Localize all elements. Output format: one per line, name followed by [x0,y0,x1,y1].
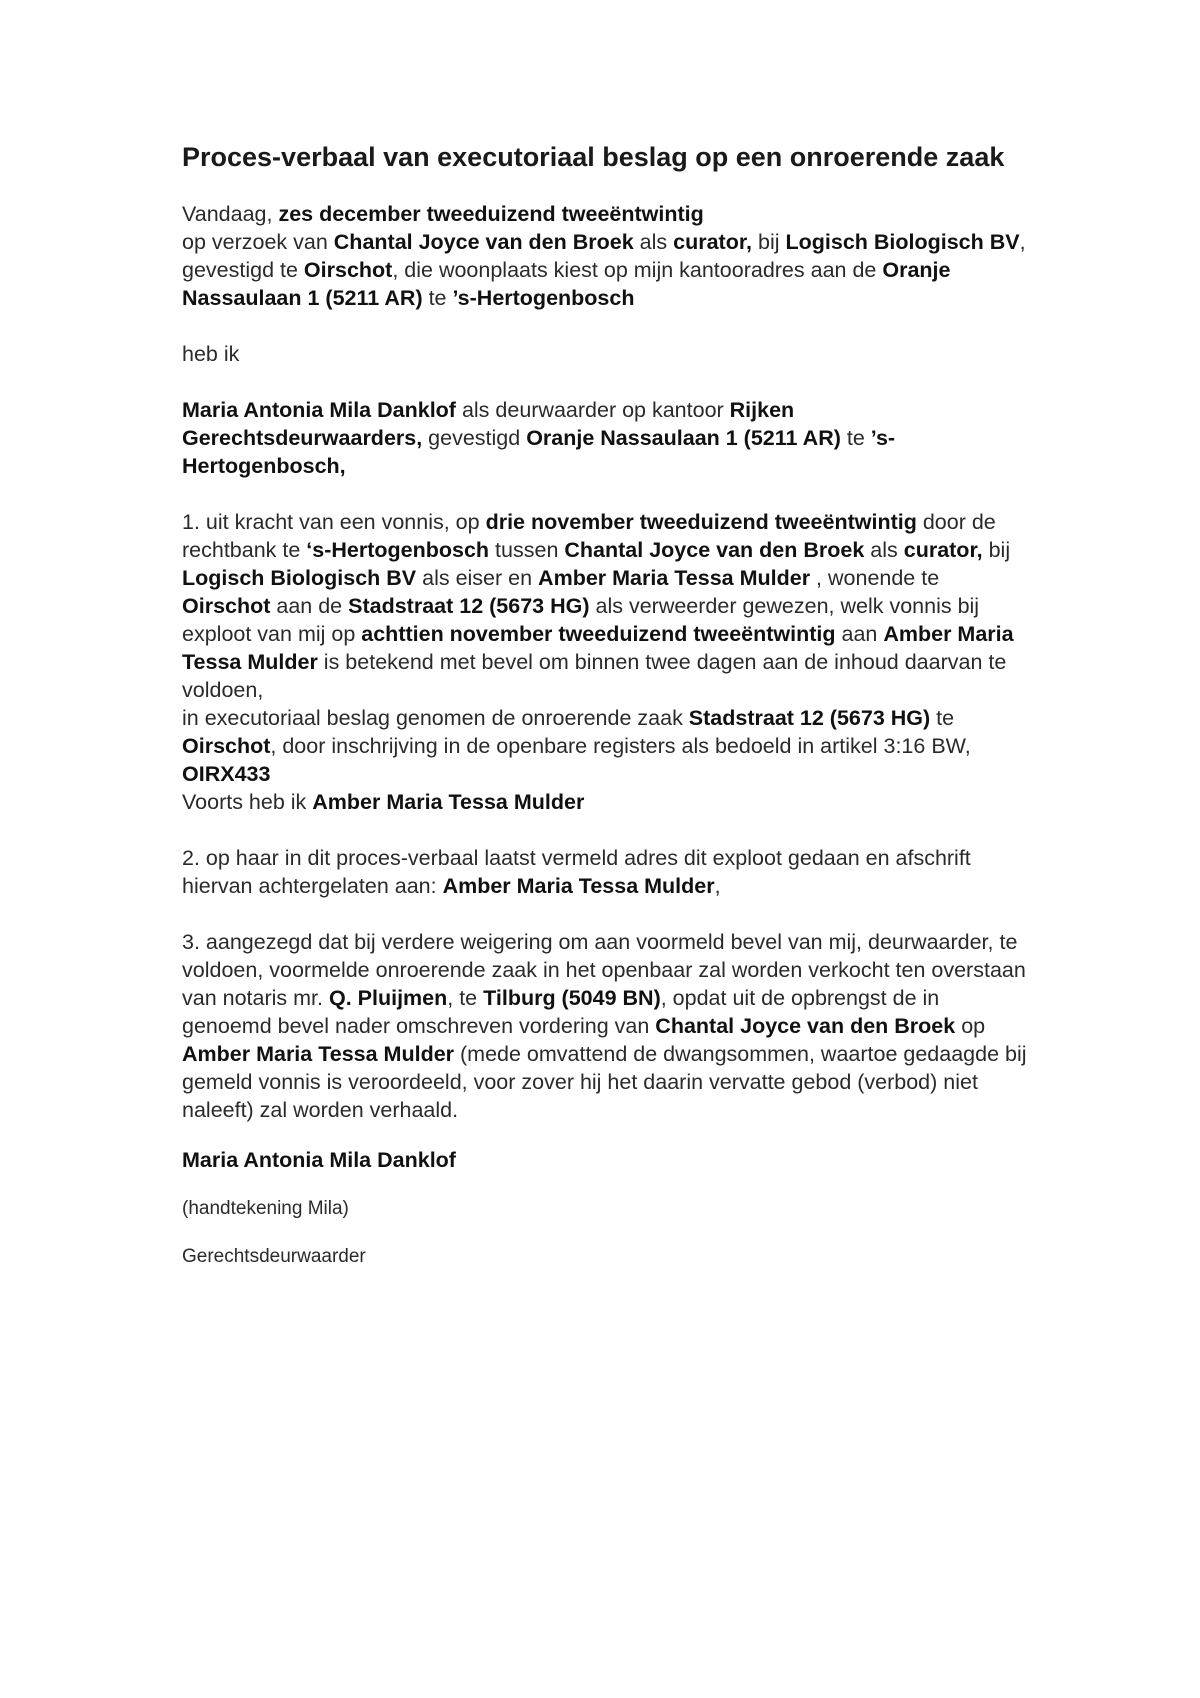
defendant-name: Amber Maria Tessa Mulder [538,566,811,590]
further-to-name: Amber Maria Tessa Mulder [312,790,585,814]
date-text: zes december tweeduizend tweeëntwintig [278,202,704,226]
signature-name: Maria Antonia Mila Danklof [182,1148,456,1172]
role-text: curator, [903,538,983,562]
item-1-paragraph [182,508,1032,816]
company-name: Logisch Biologisch BV [785,230,1020,254]
text: , die woonplaats kiest op mijn kantooradres aan de [392,258,883,282]
text: 1. uit kracht van een vonnis, op [182,510,486,534]
text: (mede omvattend de dwangsommen, waartoe gedaagde bij gemeld vonnis is veroordeeld, voor zover hij het daarin vervatte gebod (verbod) niet naleeft) zal worden verhaald. [182,1042,1027,1122]
text: 2. op haar in dit proces-verbaal laatst vermeld adres dit exploot gedaan en afschrift hiervan achtergelaten aan: [182,846,971,898]
text: aan de [270,594,349,618]
heb-ik-text: heb ik [182,342,240,366]
text: , [714,874,721,898]
claimant-name: Chantal Joyce van den Broek [564,538,865,562]
item-3-paragraph [182,928,1032,1124]
city-name: Oirschot [303,258,393,282]
text: , wonende te [810,566,940,590]
text: Voorts heb ik [182,790,313,814]
text: als deurwaarder op kantoor [455,398,730,422]
text: op verzoek van [182,230,334,254]
text: door de rechtbank te [182,510,996,562]
text: bij [752,230,786,254]
property-address: Stadstraat 12 (5673 HG) [688,706,931,730]
signature-handwritten-note: (handtekening Mila) [182,1198,349,1219]
creditor-name: Chantal Joyce van den Broek [655,1014,956,1038]
office-address: Oranje Nassaulaan 1 (5211 AR) [526,426,841,450]
text: in executoriaal beslag genomen de onroerende zaak [182,706,689,730]
document-title: Proces-verbaal van executoriaal beslag op een onroerende zaak [182,142,1005,172]
signature-function: Gerechtsdeurwaarder [182,1246,366,1267]
verdict-date: drie november tweeduizend tweeëntwintig [485,510,917,534]
item-2-paragraph [182,844,1032,900]
notary-city: Tilburg (5049 BN) [483,986,661,1010]
text: aan [835,622,884,646]
text: Vandaag, [182,202,279,226]
text: 3. aangezegd dat bij verdere weigering om aan voormeld bevel van mij, deurwaarder, te voldoen, voormelde onroerende zaak in het openbaar zal worden verkocht ten overstaan van notaris mr. [182,930,1026,1010]
defendant-city: Oirschot [182,594,271,618]
text: te [422,286,453,310]
intro-paragraph [182,200,1032,312]
text: tussen [489,538,565,562]
notary-name: Q. Pluijmen [328,986,448,1010]
document-page [182,140,1032,1270]
recipient-name: Amber Maria Tessa Mulder [442,874,715,898]
text: gevestigd [422,426,527,450]
served-date: achttien november tweeduizend tweeëntwintig [361,622,836,646]
bailiff-name: Maria Antonia Mila Danklof [182,398,456,422]
text: , opdat uit de opbrengst de in genoemd bevel nader omschreven vordering van [182,986,940,1038]
text: als [864,538,904,562]
property-city: Oirschot [182,734,271,758]
text: te [930,706,955,730]
bailiff-paragraph [182,396,1032,480]
text: , te [447,986,484,1010]
text: als eiser en [416,566,539,590]
debtor-name: Amber Maria Tessa Mulder [182,1042,455,1066]
text: als verweerder gewezen, welk vonnis bij exploot van mij op [182,594,980,646]
role-text: curator, [673,230,753,254]
court-city: ‘s-Hertogenbosch [306,538,490,562]
text: bij [982,538,1011,562]
defendant-address: Stadstraat 12 (5673 HG) [348,594,590,618]
text: als [633,230,674,254]
company-name: Logisch Biologisch BV [182,566,417,590]
text: , door inschrijving in de openbare registers als bedoeld in artikel 3:16 BW, [270,734,971,758]
text: te [840,426,871,450]
text: , gevestigd te [182,230,1026,282]
requester-name: Chantal Joyce van den Broek [333,230,634,254]
text: is betekend met bevel om binnen twee dagen aan de inhoud daarvan te voldoen, [182,650,1007,702]
register-code: OIRX433 [182,762,271,786]
address-text: Oranje Nassaulaan 1 (5211 AR) [182,258,951,310]
served-to-name: Amber Maria Tessa Mulder [182,622,1014,674]
text: op [955,1014,986,1038]
office-city: ’s-Hertogenbosch, [182,426,896,478]
office-city: ’s-Hertogenbosch [452,286,635,310]
office-name: Rijken Gerechtsdeurwaarders, [182,398,795,450]
